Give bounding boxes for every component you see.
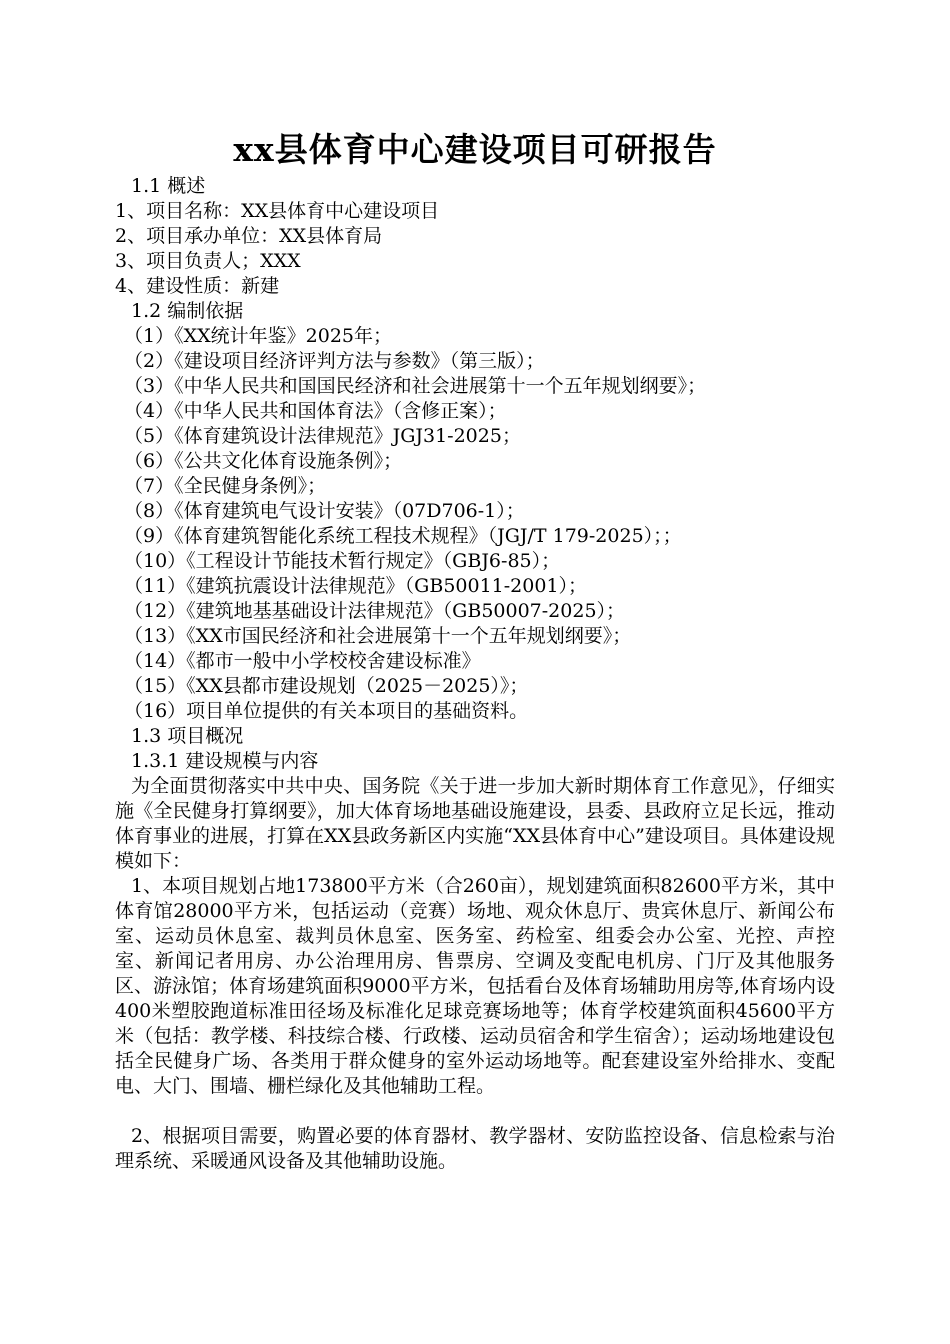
basis-item: （15）《XX县都市建设规划（2025－2025）》； [124,675,529,697]
basis-item: （16）项目单位提供的有关本项目的基础资料。 [124,700,529,722]
subsection-heading: 1.3.1 建设规模与内容 [131,750,319,772]
basis-item: （1）《XX统计年鉴》2025年； [124,325,392,347]
paragraph-scale: 1、本项目规划占地173800平方米（合260亩），规划建筑面积82600平方米，其中体育馆28000平方米，包括运动（竞赛）场地、观众休息厅、贵宾休息厅、新闻公布室、运动员休息室、裁判员休息室、医务室、药检室、组委会办公室、光控、声控室、新闻记者用房、办公治理用房、售票房、空调及变配电机房、门厅及其他服务区、游泳馆；体育场建筑面积9000平方米，包括看台及体育场辅助用房等,体育场内设400米塑胶跑道标准田径场及标准化足球竞赛场地等；体育学校建筑面积45600平方米（包括：教学楼、科技综合楼、行政楼、运动员宿舍和学生宿舍）；运动场地建设包括全民健身广场、各类用于群众健身的室外运动场地等。配套建设室外给排水、变配电、大门、围墙、栅栏绿化及其他辅助工程。 [115,875,835,1097]
paragraph-equipment: 2、根据项目需要，购置必要的体育器材、教学器材、安防监控设备、信息检索与治理系统、采暖通风设备及其他辅助设施。 [115,1125,835,1172]
section-heading-basis: 1.2 编制依据 [131,300,244,322]
basis-item: （7）《全民健身条例》； [124,475,327,497]
basis-item: （6）《公共文化体育设施条例》； [124,450,403,472]
basis-item: （9）《体育建筑智能化系统工程技术规程》（JGJ/T 179-2025）；； [124,525,682,547]
section-heading-overview: 1.1 概述 [131,175,206,197]
basis-item: （10）《工程设计节能技术暂行规定》（GBJ6-85）； [124,550,561,572]
basis-item: （8）《体育建筑电气设计安装》（07D706-1）； [124,500,525,522]
overview-item: 1、项目名称：XX县体育中心建设项目 [115,200,440,222]
paragraph-intro: 为全面贯彻落实中共中央、国务院《关于进一步加大新时期体育工作意见》，仔细实施《全民健身打算纲要》，加大体育场地基础设施建设，县委、县政府立足长远，推动体育事业的进展，打算在XX县政务新区内实施“XX县体育中心”建设项目。具体建设规模如下： [115,775,835,872]
basis-item: （3）《中华人民共和国国民经济和社会进展第十一个五年规划纲要》； [124,375,707,397]
section-heading-project: 1.3 项目概况 [131,725,244,747]
basis-item: （13）《XX市国民经济和社会进展第十一个五年规划纲要》； [124,625,632,647]
document-title: xx县体育中心建设项目可研报告 [233,130,717,169]
basis-item: （5）《体育建筑设计法律规范》JGJ31-2025； [124,425,521,447]
overview-item: 2、项目承办单位：XX县体育局 [115,225,383,247]
basis-item: （2）《建设项目经济评判方法与参数》（第三版）； [124,350,545,372]
basis-item: （12）《建筑地基基础设计法律规范》（GB50007-2025）； [124,600,626,622]
basis-item: （14）《都市一般中小学校校舍建设标准》 [124,650,481,672]
basis-item: （4）《中华人民共和国体育法》（含修正案）； [124,400,507,422]
basis-item: （11）《建筑抗震设计法律规范》（GB50011-2001）； [124,575,588,597]
overview-item: 3、项目负责人；XXX [115,250,301,272]
overview-item: 4、建设性质：新建 [115,275,280,297]
